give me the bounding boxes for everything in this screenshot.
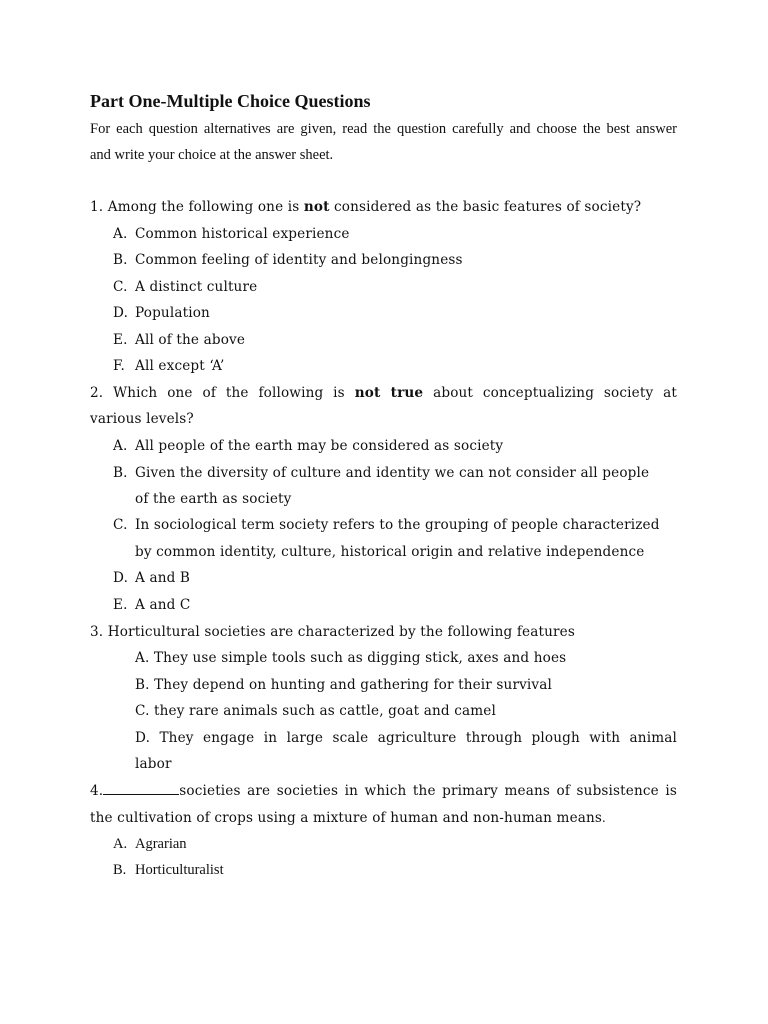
question-3-stem: 3. Horticultural societies are characterized by the following features	[90, 624, 575, 640]
question-1-stem	[90, 197, 641, 217]
question-2-option-b-continuation: of the earth as society	[135, 491, 292, 507]
question-2-prefix: 2. Which one of the following is	[90, 385, 355, 401]
question-1-option: E. All of the above	[113, 332, 246, 348]
question-4-stem-text: societies are societies in which the primary means of subsistence is	[179, 783, 677, 799]
question-2-emphasis: not true	[354, 385, 424, 401]
question-2-option-c: C. In sociological term society refers to the grouping of people characterized	[113, 517, 660, 533]
question-4-stem	[90, 781, 677, 801]
question-1-prefix: 1. Among the following one is	[90, 199, 304, 215]
question-2-stem	[90, 383, 677, 403]
question-4-number: 4.	[90, 783, 104, 799]
question-3-option-d: D. They engage in large scale agriculture through plough with animal	[135, 730, 677, 746]
question-4-stem-continuation: the cultivation of crops using a mixture of human and non-human means.	[90, 810, 606, 826]
question-3-option-d-continuation: labor	[135, 756, 172, 772]
answer-blank	[103, 782, 179, 795]
question-2-option-a: A. All people of the earth may be considered as society	[113, 438, 504, 454]
question-3-option-b: B. They depend on hunting and gathering for their survival	[135, 677, 553, 693]
question-1-option: F. All except ‘A’	[113, 358, 225, 374]
question-1-option: D. Population	[113, 305, 210, 321]
instructions-line-1: For each question alternatives are given, read the question carefully and choose the best answer	[90, 121, 677, 137]
question-1-suffix: considered as the basic features of society?	[329, 199, 642, 215]
question-1-option: A. Common historical experience	[113, 226, 350, 242]
question-4-option: A. Agrarian	[113, 836, 187, 852]
question-1-option: B. Common feeling of identity and belongingness	[113, 252, 463, 268]
question-3-option-a: A. They use simple tools such as digging stick, axes and hoes	[135, 650, 567, 666]
question-3-option-c: C. they rare animals such as cattle, goat and camel	[135, 703, 496, 719]
question-1-option: C. A distinct culture	[113, 279, 258, 295]
question-1-emphasis: not	[303, 199, 330, 215]
instructions-line-2: and write your choice at the answer sheet.	[90, 147, 334, 163]
question-4-option: B. Horticulturalist	[113, 862, 224, 878]
question-2-option-d: D. A and B	[113, 570, 191, 586]
question-2-stem-continuation: various levels?	[90, 411, 194, 427]
page-title: Part One-Multiple Choice Questions	[90, 91, 371, 111]
question-2-option-e: E. A and C	[113, 597, 191, 613]
question-2-suffix: about conceptualizing society at	[423, 385, 678, 401]
question-2-option-c-continuation: by common identity, culture, historical origin and relative independence	[135, 544, 645, 560]
question-2-option-b: B. Given the diversity of culture and identity we can not consider all people	[113, 465, 650, 481]
